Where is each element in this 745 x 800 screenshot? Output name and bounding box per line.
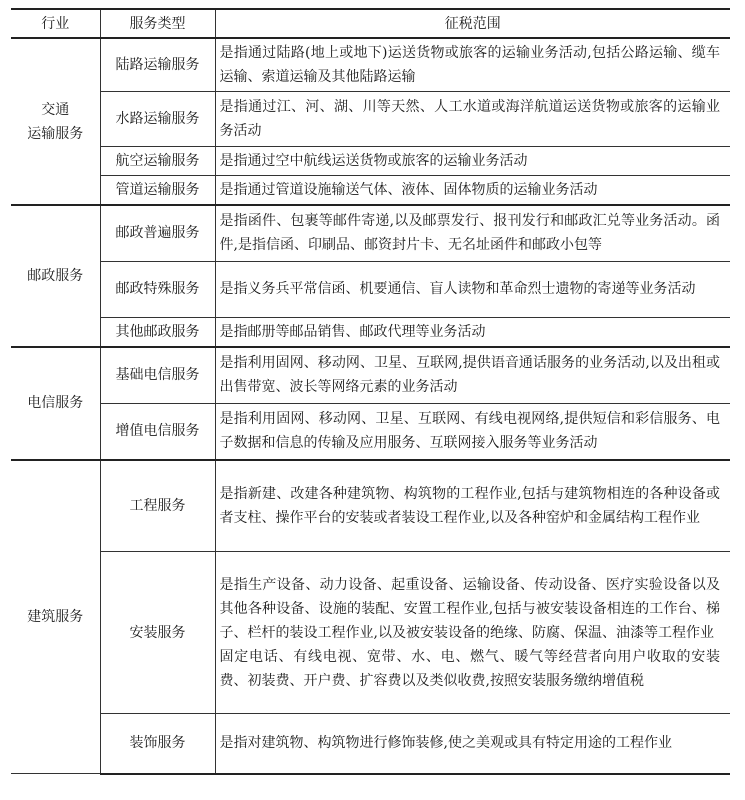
industry-cell-postal: [11, 205, 100, 347]
scope-paragraph: 是指函件、包裹等邮件寄递,以及邮票发行、报刊发行和邮政汇兑等业务活动。函件,是指信函、印刷品、邮资封片卡、无名址函件和邮政小包等: [219, 213, 720, 254]
table-row: [11, 176, 730, 206]
table-row: [11, 404, 730, 460]
header-service-type: 服务类型: [100, 9, 215, 38]
service-type-cell: 工程服务: [100, 460, 215, 552]
service-type-cell: 航空运输服务: [100, 147, 215, 176]
table-row: [11, 460, 730, 552]
scope-cell: [215, 714, 730, 774]
table-row: [11, 317, 730, 347]
scope-cell: [215, 92, 730, 147]
scope-paragraph: 是指利用固网、移动网、卫星、互联网,提供语音通话服务的业务活动,以及出租或出售带宽、波长等网络元素的业务活动: [219, 355, 720, 396]
industry-label-line: 邮政服务: [27, 267, 84, 284]
scope-cell: [215, 176, 730, 206]
scope-cell: [215, 347, 730, 404]
scope-paragraph: 是指义务兵平常信函、机要通信、盲人读物和革命烈士遗物的寄递等业务活动: [219, 281, 696, 297]
scope-paragraph: 是指对建筑物、构筑物进行修饰装修,使之美观或具有特定用途的工程作业: [219, 735, 672, 752]
scope-cell: [215, 205, 730, 261]
scope-paragraph: 是指通过陆路(地上或地下)运送货物或旅客的运输业务活动,包括公路运输、缆车运输、索道运输及其他陆路运输: [219, 45, 720, 85]
table-row: [11, 38, 730, 92]
table-row: [11, 714, 730, 774]
table-row: [11, 261, 730, 317]
table-row: [11, 552, 730, 714]
industry-cell-telecom: [11, 347, 100, 460]
header-scope: 征税范围: [215, 9, 730, 38]
service-type-cell: 陆路运输服务: [100, 38, 215, 92]
scope-cell: [215, 552, 730, 714]
scope-paragraph: 是指邮册等邮品销售、邮政代理等业务活动: [219, 323, 486, 340]
service-type-cell: 邮政特殊服务: [100, 261, 215, 317]
service-type-cell: 邮政普遍服务: [100, 205, 215, 261]
industry-cell-construction: [11, 460, 100, 774]
scope-paragraph: 是指生产设备、动力设备、起重设备、运输设备、传动设备、医疗实验设备以及其他各种设备、设施的装配、安置工程作业,包括与被安装设备相连的工作台、梯子、栏杆的装设工程作业,以及被安装设备的绝缘、防腐、保温、油漆等工程作业: [219, 576, 720, 641]
scope-cell: [215, 460, 730, 552]
table-row: [11, 347, 730, 404]
scope-cell: [215, 38, 730, 92]
header-industry: 行业: [11, 9, 100, 38]
table-row: [11, 92, 730, 147]
scope-paragraph: 固定电话、有线电视、宽带、水、电、燃气、暖气等经营者向用户收取的安装费、初装费、开户费、扩容费以及类似收费,按照安装服务缴纳增值税: [219, 648, 720, 689]
scope-paragraph: 是指通过管道设施输送气体、液体、固体物质的运输业务活动: [219, 182, 598, 198]
service-type-cell: 增值电信服务: [100, 404, 215, 460]
service-type-cell: 基础电信服务: [100, 347, 215, 404]
industry-label-line: 运输服务: [27, 125, 84, 142]
scope-cell: [215, 404, 730, 460]
service-type-cell: 管道运输服务: [100, 176, 215, 206]
scope-cell: [215, 147, 730, 176]
industry-label-line: 电信服务: [27, 395, 84, 411]
scope-cell: [215, 317, 730, 347]
scope-paragraph: 是指通过空中航线运送货物或旅客的运输业务活动: [219, 153, 528, 169]
tax-scope-table-container: [11, 8, 730, 775]
table-header-row: [11, 9, 730, 38]
industry-label-line: 建筑服务: [27, 608, 84, 625]
service-type-cell: 装饰服务: [100, 714, 215, 774]
industry-cell-transport: [11, 38, 100, 205]
table-row: [11, 147, 730, 176]
scope-paragraph: 是指利用固网、移动网、卫星、互联网、有线电视网络,提供短信和彩信服务、电子数据和信息的传输及应用服务、互联网接入服务等业务活动: [219, 411, 720, 452]
service-type-cell: 水路运输服务: [100, 92, 215, 147]
scope-paragraph: 是指通过江、河、湖、川等天然、人工水道或海洋航道运送货物或旅客的运输业务活动: [219, 99, 720, 139]
industry-label-line: 交通: [41, 101, 70, 118]
service-type-cell: 其他邮政服务: [100, 317, 215, 347]
service-type-cell: 安装服务: [100, 552, 215, 714]
scope-paragraph: 是指新建、改建各种建筑物、构筑物的工程作业,包括与建筑物相连的各种设备或者支柱、操作平台的安装或者装设工程作业,以及各种窑炉和金属结构工程作业: [219, 485, 720, 526]
table-row: [11, 205, 730, 261]
tax-scope-table: [11, 8, 730, 775]
scope-cell: [215, 261, 730, 317]
